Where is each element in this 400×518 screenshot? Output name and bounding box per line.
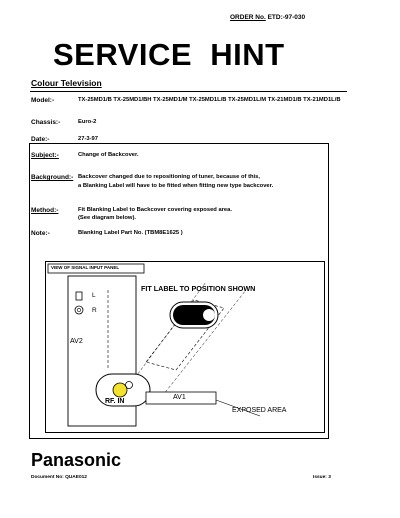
rf-connector-icon	[113, 383, 127, 397]
order-number	[230, 14, 305, 21]
av2-label: AV2	[70, 338, 83, 345]
method-label: Method:-	[31, 207, 59, 214]
order-value: ETD:-97-030	[267, 14, 306, 21]
background-label: Background:-	[31, 174, 74, 181]
note-value: Blanking Label Part No. (TBM8E1625 )	[78, 230, 183, 236]
panel-caption: VIEW OF SIGNAL INPUT PANEL	[51, 265, 120, 270]
page-title: SERVICE HINT	[53, 37, 285, 72]
signal-panel-diagram	[45, 261, 325, 433]
background-line-1: Backcover changed due to repositioning of tuner, because of this,	[78, 174, 260, 180]
jack-r-label: R	[92, 307, 97, 314]
order-label: ORDER No.	[230, 14, 266, 21]
method-line-1: Fit Blanking Label to Backcover covering exposed area.	[78, 207, 232, 213]
header-divider	[30, 91, 347, 92]
background-line-2: a Blanking Label will have to be fitted when fitting new type backcover.	[78, 183, 274, 189]
model-label: Model:-	[31, 97, 55, 104]
chassis-value: Euro-2	[78, 119, 97, 125]
date-value: 27-3-97	[78, 136, 98, 142]
subject-value: Change of Backcover.	[78, 152, 139, 158]
method-line-2: (See diagram below).	[78, 215, 136, 221]
exposed-area-label: EXPOSED AREA	[232, 407, 287, 414]
document-subtitle: Colour Television	[31, 78, 102, 88]
jack-l-label: L	[92, 292, 96, 299]
note-label: Note:-	[31, 230, 50, 237]
rf-in-label: RF. IN	[105, 398, 125, 405]
brand-logo: Panasonic	[31, 450, 122, 470]
date-label: Date:-	[31, 136, 50, 143]
chassis-label: Chassis:-	[31, 119, 61, 126]
av1-label: AV1	[173, 394, 186, 401]
model-value: TX-25MD1/B TX-25MD1/BH TX-25MD1/M TX-25MD1L/B TX-25MD1L/M TX-21MD1/B TX-21MD1L/B	[78, 97, 341, 103]
blanking-label-hole-icon	[203, 309, 215, 321]
subject-label: Subject:-	[31, 152, 59, 159]
jack-l-shape	[76, 292, 82, 300]
fit-label-instruction: FIT LABEL TO POSITION SHOWN	[141, 284, 256, 293]
document-number: Document No: QUAE012	[31, 475, 87, 480]
jack-r-icon	[75, 306, 83, 314]
issue-number: Issue: 3	[313, 475, 331, 480]
